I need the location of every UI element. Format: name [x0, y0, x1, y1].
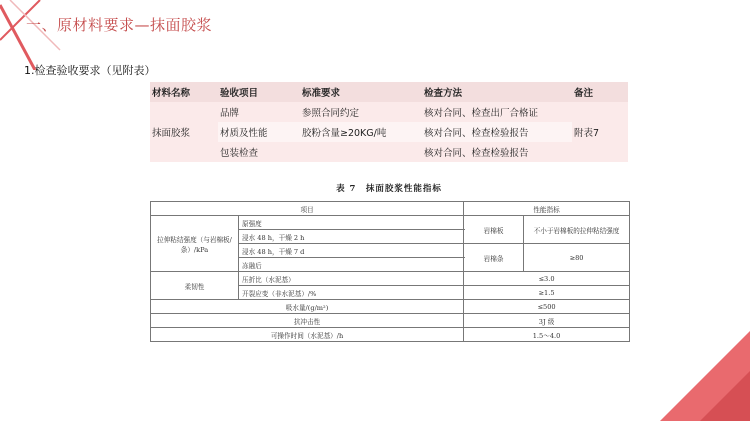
- flex-label: 柔韧性: [151, 272, 239, 300]
- corner-decoration-top-left: [0, 0, 90, 70]
- header-method: 检查方法: [422, 82, 572, 102]
- tensile-condition: 浸水 48 h，干燥 7 d: [239, 244, 464, 258]
- impact-label: 抗冲击性: [151, 314, 464, 328]
- performance-table: [150, 201, 630, 342]
- time-value: 1.5～4.0: [464, 328, 630, 342]
- table7-caption: 表 7 抹面胶浆性能指标: [336, 184, 442, 194]
- table-header-row: [151, 202, 630, 216]
- header-performance: 性能指标: [464, 202, 630, 216]
- standard-cell: 胶粉含量≥20KG/吨: [300, 122, 422, 142]
- table-row: [150, 142, 628, 162]
- board-value: 不小于岩棉板的拉伸粘结强度: [524, 216, 630, 244]
- flex-name: 压折比（水泥基）: [239, 272, 464, 286]
- table-row: [150, 102, 628, 122]
- material-cell: 抹面胶浆: [150, 102, 218, 162]
- table-row: [151, 216, 630, 230]
- header-item: 项目: [151, 202, 464, 216]
- header-item: 验收项目: [218, 82, 300, 102]
- strip-value: ≥80: [524, 244, 630, 272]
- method-cell: 核对合同、检查检验报告: [422, 122, 572, 142]
- table-row: [151, 272, 630, 286]
- inspection-table: [150, 82, 628, 162]
- section-subtitle: 1.检查验收要求（见附表）: [24, 64, 156, 77]
- table-row: [151, 328, 630, 342]
- method-cell: 核对合同、检查出厂合格证: [422, 102, 572, 122]
- board-label: 岩棉板: [464, 216, 524, 244]
- tensile-condition: 浸水 48 h，干燥 2 h: [239, 230, 464, 244]
- flex-name: 开裂应变（非水泥基）/%: [239, 286, 464, 300]
- note-cell: 附表7: [572, 102, 628, 162]
- table-row: [151, 314, 630, 328]
- flex-value: ≥1.5: [464, 286, 630, 300]
- item-cell: 材质及性能: [218, 122, 300, 142]
- standard-cell: 参照合同约定: [300, 102, 422, 122]
- tensile-condition: 冻融后: [239, 258, 464, 272]
- water-label: 吸水量/(g/m²): [151, 300, 464, 314]
- table-header-row: [150, 82, 628, 102]
- header-note: 备注: [572, 82, 628, 102]
- tensile-condition: 原强度: [239, 216, 464, 230]
- method-cell: 核对合同、检查检验报告: [422, 142, 572, 162]
- item-cell: 包装检查: [218, 142, 300, 162]
- strip-label: 岩棉条: [464, 244, 524, 272]
- flex-value: ≤3.0: [464, 272, 630, 286]
- item-cell: 品牌: [218, 102, 300, 122]
- time-label: 可操作时间（水泥基）/h: [151, 328, 464, 342]
- corner-decoration-bottom-right: [640, 331, 750, 421]
- standard-cell: [300, 142, 422, 162]
- header-standard: 标准要求: [300, 82, 422, 102]
- water-value: ≤500: [464, 300, 630, 314]
- tensile-label: 拉伸粘结强度（与岩棉板/条）/kPa: [151, 216, 239, 272]
- impact-value: 3J 级: [464, 314, 630, 328]
- table-row: [150, 122, 628, 142]
- header-material: 材料名称: [150, 82, 218, 102]
- table-row: [151, 300, 630, 314]
- page-title: 一、原材料要求—抹面胶浆: [26, 16, 213, 34]
